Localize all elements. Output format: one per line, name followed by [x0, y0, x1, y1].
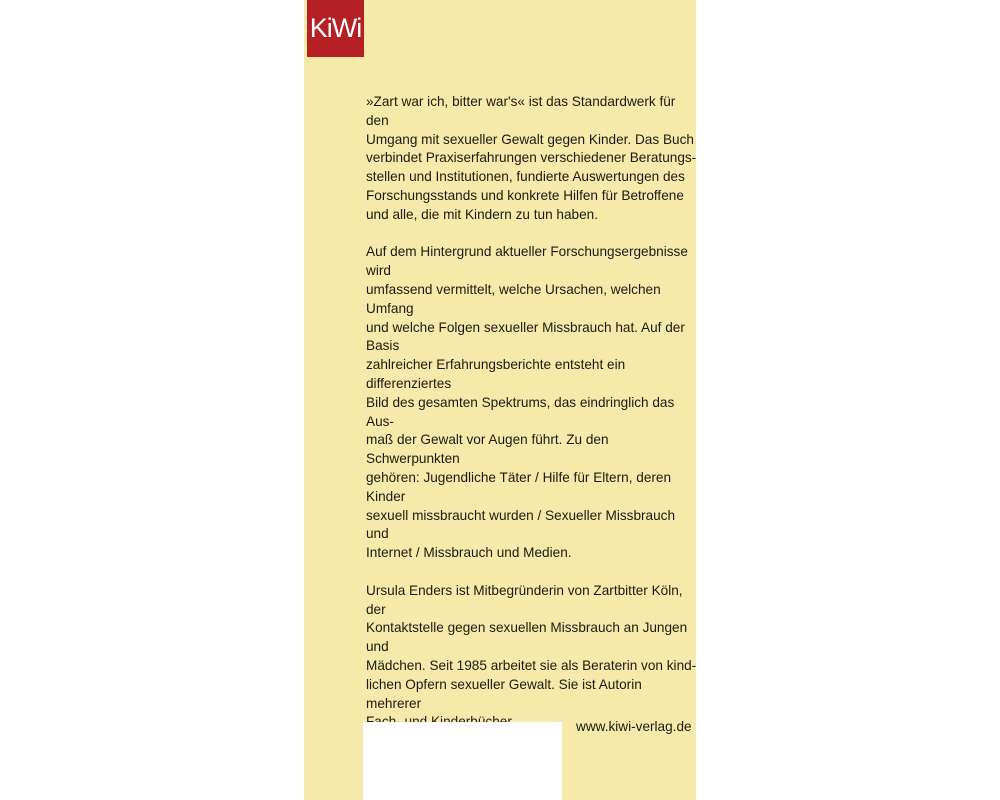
blurb-paragraph-description: »Zart war ich, bitter war's« ist das Standardwerk für den Umgang mit sexueller Gewalt gegen Kinder. Das Buch verbindet Praxiserfahrungen verschiedener Beratungs- stellen und Institutionen, fundierte Auswertungen des Forschungsstands und konkrete Hilfen für Betroffene und alle, die mit Kindern zu tun haben. — [366, 94, 697, 222]
publisher-website: www.kiwi-verlag.de — [576, 719, 692, 734]
blurb-paragraph-contents: Auf dem Hintergrund aktueller Forschungsergebnisse wird umfassend vermittelt, welche Ursachen, welchen Umfang und welche Folgen sexueller Missbrauch hat. Auf der Basis zahlreicher Erfahrungsberichte entsteht ein differenziertes Bild des gesamten Spektrums, das eindringlich das Aus- maß der Gewalt vor Augen führt. Zu den Schwerpunkten gehören: Jugendliche Täter / Hilfe für Eltern, deren Kinder sexuell missbraucht wurden / Sexueller Missbrauch und Internet / Missbrauch und Medien. — [366, 244, 688, 561]
publisher-logo: KiWi — [307, 0, 364, 57]
blurb-paragraph-author: Ursula Enders ist Mitbegründerin von Zartbitter Köln, der Kontaktstelle gegen sexuellen Missbrauch an Jungen und Mädchen. Seit 1985 arbeitet sie als Beraterin von kind- lichen Opfern sexueller Gewalt. Sie ist Autorin mehrerer — [366, 582, 697, 711]
book-back-cover — [304, 0, 696, 800]
blurb-text — [366, 93, 698, 751]
barcode-area — [363, 722, 562, 800]
